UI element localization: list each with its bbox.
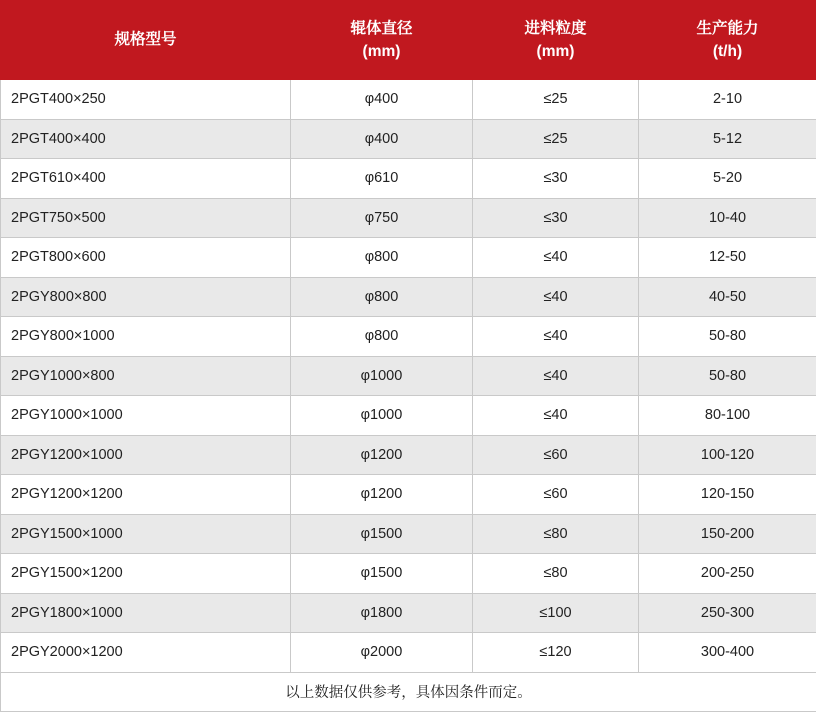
cell-feed-size: ≤100 [473, 593, 639, 633]
cell-capacity: 50-80 [639, 356, 816, 396]
table-row [1, 198, 816, 238]
cell-roller-diameter: φ1200 [291, 475, 473, 515]
cell-capacity: 100-120 [639, 435, 816, 475]
table-row [1, 238, 816, 278]
cell-capacity: 10-40 [639, 198, 816, 238]
cell-capacity: 12-50 [639, 238, 816, 278]
cell-feed-size: ≤120 [473, 633, 639, 673]
cell-roller-diameter: φ1000 [291, 356, 473, 396]
cell-capacity: 200-250 [639, 554, 816, 594]
column-header-model [1, 1, 291, 80]
cell-model: 2PGY800×1000 [1, 317, 291, 357]
table-row [1, 475, 816, 515]
cell-feed-size: ≤25 [473, 80, 639, 120]
cell-feed-size: ≤25 [473, 119, 639, 159]
cell-roller-diameter: φ750 [291, 198, 473, 238]
cell-capacity: 120-150 [639, 475, 816, 515]
column-header-feed-size [473, 1, 639, 80]
cell-roller-diameter: φ800 [291, 277, 473, 317]
cell-capacity: 5-12 [639, 119, 816, 159]
cell-feed-size: ≤40 [473, 396, 639, 436]
table-row [1, 317, 816, 357]
column-header-roller-diameter-line2: (mm) [295, 40, 468, 63]
cell-feed-size: ≤40 [473, 317, 639, 357]
cell-roller-diameter: φ1800 [291, 593, 473, 633]
cell-model: 2PGY1200×1200 [1, 475, 291, 515]
cell-feed-size: ≤40 [473, 238, 639, 278]
column-header-roller-diameter-line1: 辊体直径 [295, 17, 468, 40]
cell-feed-size: ≤60 [473, 475, 639, 515]
table-row [1, 356, 816, 396]
cell-model: 2PGT400×250 [1, 80, 291, 120]
cell-model: 2PGY1800×1000 [1, 593, 291, 633]
cell-capacity: 2-10 [639, 80, 816, 120]
cell-model: 2PGT750×500 [1, 198, 291, 238]
cell-capacity: 40-50 [639, 277, 816, 317]
cell-model: 2PGY1200×1000 [1, 435, 291, 475]
column-header-feed-size-line1: 进料粒度 [477, 17, 634, 40]
column-header-capacity-line1: 生产能力 [643, 17, 812, 40]
table-row [1, 554, 816, 594]
cell-model: 2PGY1000×1000 [1, 396, 291, 436]
cell-capacity: 250-300 [639, 593, 816, 633]
cell-capacity: 150-200 [639, 514, 816, 554]
cell-feed-size: ≤40 [473, 277, 639, 317]
cell-roller-diameter: φ2000 [291, 633, 473, 673]
column-header-capacity [639, 1, 816, 80]
table-row [1, 119, 816, 159]
cell-roller-diameter: φ610 [291, 159, 473, 199]
table-footnote: 以上数据仅供参考，具体因条件而定。 [1, 672, 816, 711]
table-row [1, 435, 816, 475]
cell-roller-diameter: φ800 [291, 317, 473, 357]
cell-roller-diameter: φ400 [291, 80, 473, 120]
column-header-feed-size-line2: (mm) [477, 40, 634, 63]
cell-roller-diameter: φ400 [291, 119, 473, 159]
table-body [1, 80, 816, 673]
table-header-row [1, 1, 816, 80]
cell-model: 2PGY1000×800 [1, 356, 291, 396]
cell-feed-size: ≤80 [473, 514, 639, 554]
cell-model: 2PGT800×600 [1, 238, 291, 278]
column-header-model-line1: 规格型号 [5, 28, 286, 51]
table-row [1, 277, 816, 317]
column-header-roller-diameter [291, 1, 473, 80]
table-row [1, 159, 816, 199]
cell-feed-size: ≤30 [473, 198, 639, 238]
cell-capacity: 300-400 [639, 633, 816, 673]
table-header [1, 1, 816, 80]
cell-roller-diameter: φ1500 [291, 554, 473, 594]
table-row [1, 514, 816, 554]
cell-capacity: 80-100 [639, 396, 816, 436]
table-row [1, 80, 816, 120]
table-row [1, 593, 816, 633]
cell-model: 2PGY2000×1200 [1, 633, 291, 673]
cell-roller-diameter: φ1000 [291, 396, 473, 436]
cell-model: 2PGY1500×1000 [1, 514, 291, 554]
table-footnote-row [1, 672, 816, 711]
cell-capacity: 50-80 [639, 317, 816, 357]
cell-model: 2PGY1500×1200 [1, 554, 291, 594]
cell-feed-size: ≤60 [473, 435, 639, 475]
cell-roller-diameter: φ800 [291, 238, 473, 278]
table-row [1, 633, 816, 673]
cell-roller-diameter: φ1200 [291, 435, 473, 475]
cell-model: 2PGT610×400 [1, 159, 291, 199]
cell-capacity: 5-20 [639, 159, 816, 199]
table-footer [1, 672, 816, 711]
cell-feed-size: ≤40 [473, 356, 639, 396]
table-row [1, 396, 816, 436]
cell-model: 2PGY800×800 [1, 277, 291, 317]
cell-feed-size: ≤80 [473, 554, 639, 594]
cell-roller-diameter: φ1500 [291, 514, 473, 554]
cell-model: 2PGT400×400 [1, 119, 291, 159]
column-header-capacity-line2: (t/h) [643, 40, 812, 63]
cell-feed-size: ≤30 [473, 159, 639, 199]
